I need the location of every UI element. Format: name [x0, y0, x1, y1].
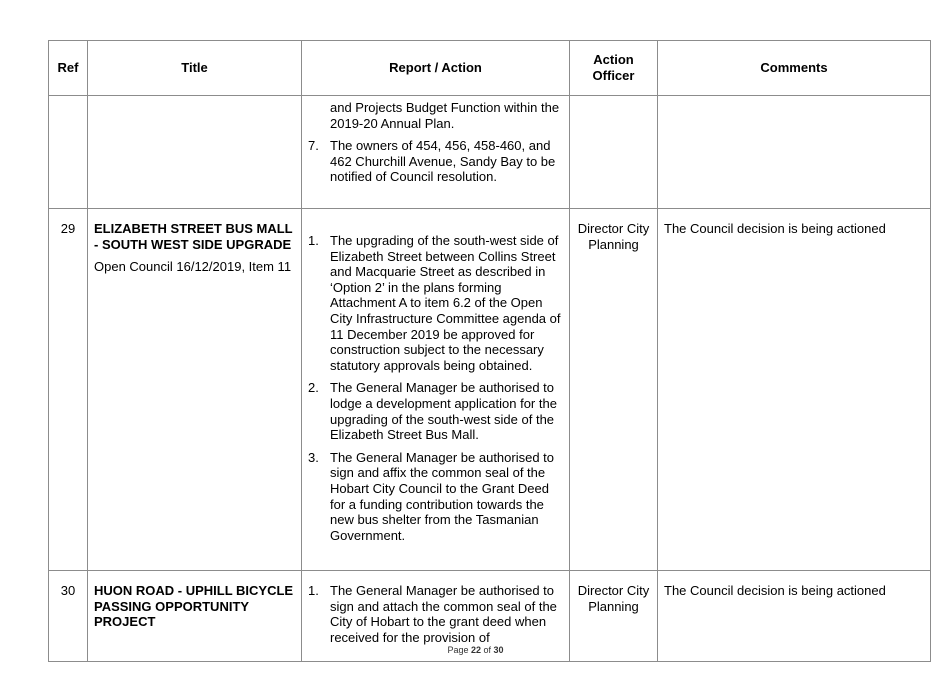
header-ref: Ref: [49, 41, 88, 96]
header-officer-line1: Action: [593, 52, 634, 68]
officer-cell: Director City Planning: [570, 209, 658, 571]
list-item: [308, 233, 563, 373]
item-number: 7.: [308, 138, 319, 154]
item-text: The upgrading of the south-west side of Elizabeth Street between Collins Street and Macquarie Street as described in ‘Option 2’ in the plans forming Attachment A to item 6.2 of the Open City Infrastructure Committee agenda of 11 December 2019 be approved for construction subject to the necessary statutory approvals being obtained.: [330, 233, 561, 373]
comments-cell: The Council decision is being actioned: [658, 209, 931, 571]
item-title: HUON ROAD - UPHILL BICYCLE PASSING OPPORTUNITY PROJECT: [94, 583, 294, 630]
action-table: [48, 40, 931, 662]
list-item: [308, 450, 563, 544]
item-number: 1.: [308, 233, 319, 248]
item-title: ELIZABETH STREET BUS MALL - SOUTH WEST SIDE UPGRADE: [94, 221, 293, 252]
table-row: [49, 209, 931, 571]
report-cell: [302, 209, 570, 571]
report-cell: [302, 96, 570, 209]
table-row: [49, 96, 931, 209]
item-number: 2.: [308, 380, 319, 396]
header-comments: Comments: [658, 41, 931, 96]
meeting-reference: Open Council 16/12/2019, Item 11: [94, 259, 292, 275]
current-page-number: 22: [470, 645, 481, 655]
item-number: 3.: [308, 449, 319, 465]
header-row: [49, 41, 931, 96]
header-title: Title: [88, 41, 302, 96]
footer-prefix: Page: [447, 645, 471, 655]
title-cell: [88, 96, 302, 209]
page-footer: [0, 645, 951, 655]
list-item: [308, 380, 563, 442]
item-text: The General Manager be authorised to sign and attach the common seal of the City of Hobart to the grant deed when received for the provision of: [330, 583, 557, 645]
officer-cell: Director City Planning: [570, 571, 658, 662]
comments-cell: The Council decision is being actioned: [658, 571, 931, 662]
list-item: [308, 583, 563, 645]
header-report: Report / Action: [302, 41, 570, 96]
title-cell: [88, 209, 302, 571]
list-item: [308, 138, 563, 185]
item-text: The General Manager be authorised to lodge a development application for the upgrading of the south-west side of the Elizabeth Street Bus Mall.: [330, 380, 557, 443]
footer-middle: of: [481, 645, 494, 655]
action-list: [308, 138, 563, 185]
ref-cell: [49, 96, 88, 209]
report-continuation: and Projects Budget Function within the 2019-20 Annual Plan.: [330, 100, 560, 131]
ref-cell: 30: [49, 571, 88, 662]
item-text: The General Manager be authorised to sign and affix the common seal of the Hobart City Council to the Grant Deed for a funding contribution towards the new bus shelter from the Tasmanian Government.: [330, 449, 555, 543]
header-officer-line2: Officer: [592, 68, 635, 83]
item-text: The owners of 454, 456, 458-460, and 462 Churchill Avenue, Sandy Bay to be notified of Council resolution.: [330, 138, 556, 185]
ref-cell: 29: [49, 209, 88, 571]
action-list: [308, 221, 563, 543]
action-list: [308, 571, 563, 645]
total-page-count: 30: [493, 645, 504, 655]
item-number: 1.: [308, 583, 319, 598]
officer-cell: [570, 96, 658, 209]
comments-cell: [658, 96, 931, 209]
header-officer: [570, 41, 658, 96]
